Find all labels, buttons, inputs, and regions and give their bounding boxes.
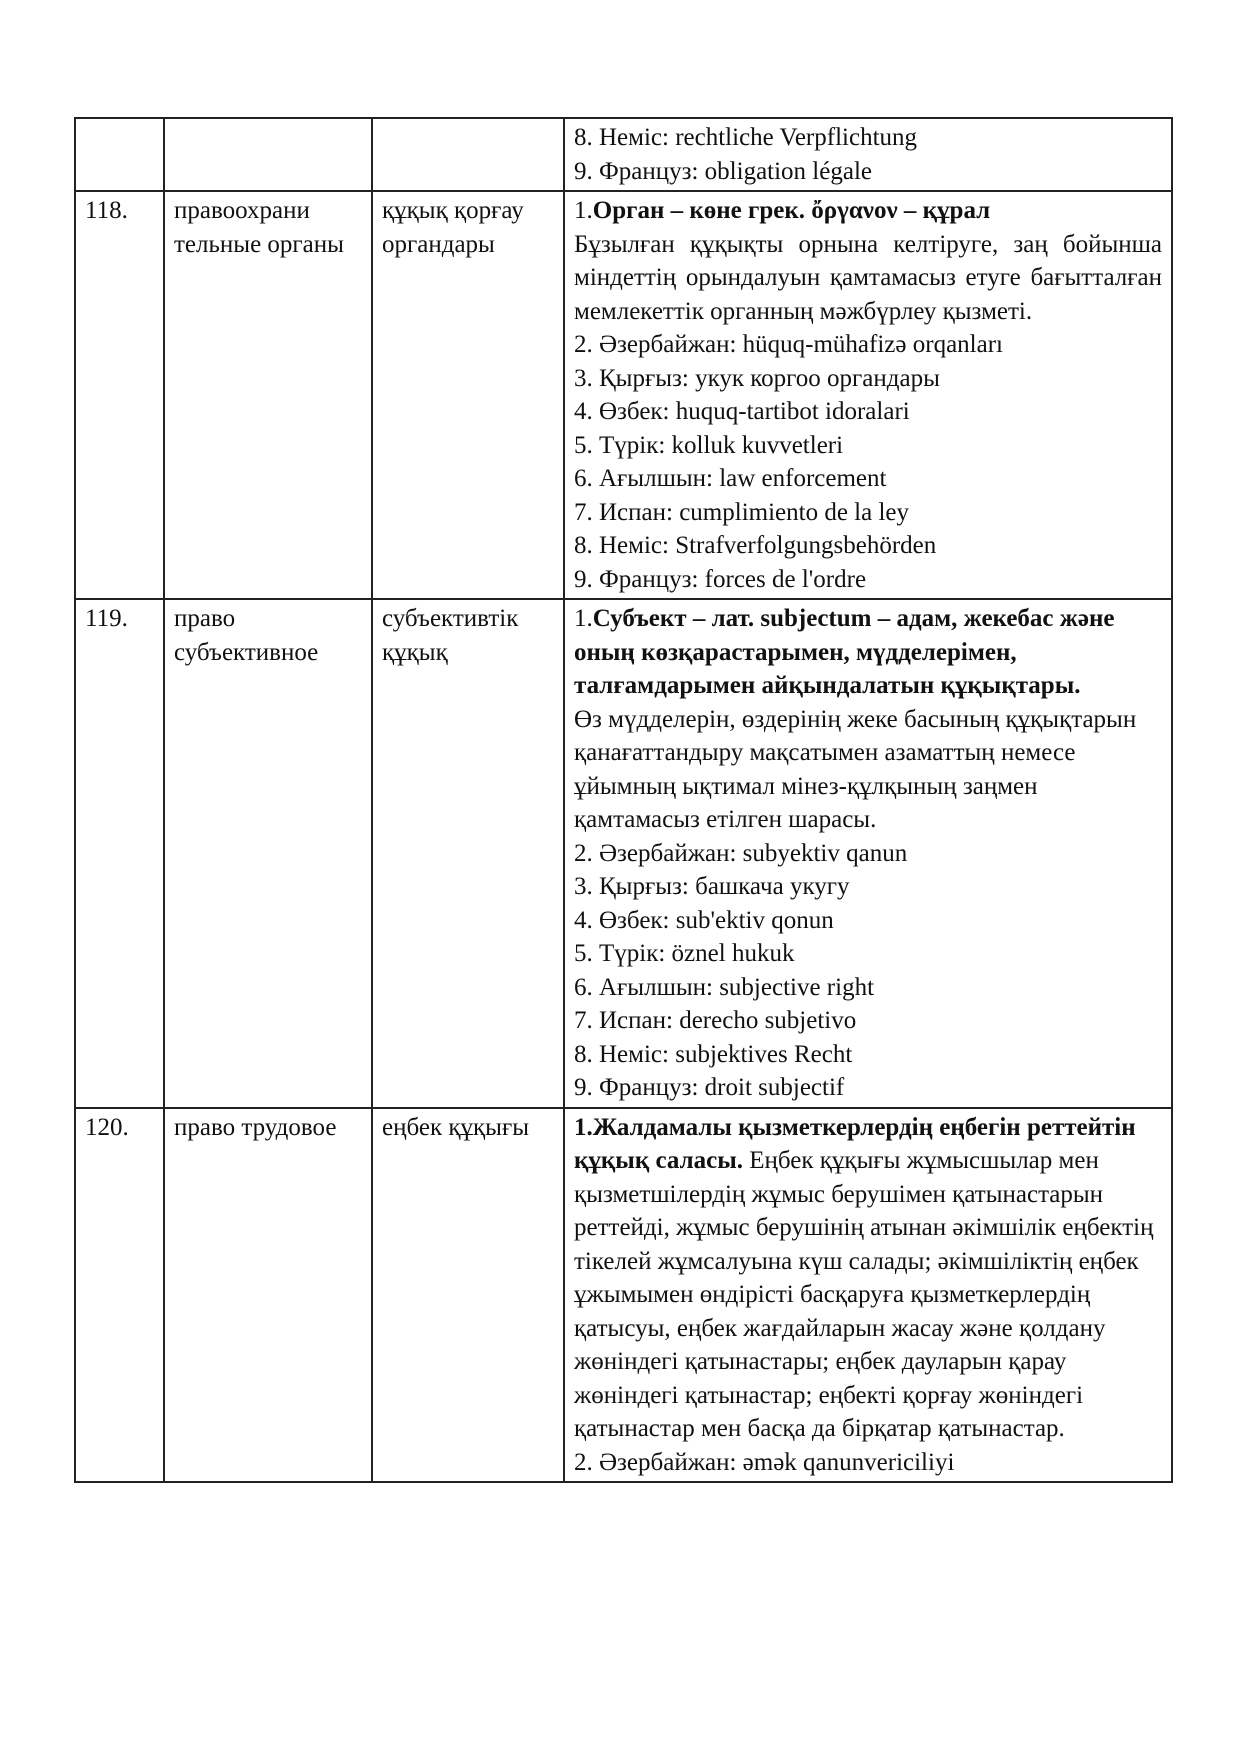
definition-body: Еңбек құқығы жұмысшылар мен қызметшілердің жұмыс берушімен қатынастарын реттейді, жұмыс берушінің атынан әкімшілік еңбектің тікелей жұмсалуына күш салады; әкімшіліктің еңбек ұжымымен өндірісті басқаруға қызметкерлердің қатысуы, еңбек жағдайларын жасау және қолдану жөніндегі қатынастары; еңбек дауларын қарау жөніндегі қатынастар; еңбекті қорғау жөніндегі қатынастар мен басқа да бірқатар қатынастар. xyxy=(574,1147,1154,1442)
term-definition xyxy=(564,1108,1172,1483)
term-definition xyxy=(564,191,1172,599)
translation-line: 7. Испан: derecho subjetivo xyxy=(574,1007,857,1034)
etymology-text: Орган – көне грек. ὄργανον – құрал xyxy=(592,197,991,224)
term-kazakh: құқық қорғау органдары xyxy=(372,191,564,599)
translation-line: 4. Өзбек: sub'ektiv qonun xyxy=(574,906,834,934)
translation-line: 3. Қырғыз: укук коргоо органдары xyxy=(574,364,940,392)
translation-line: 5. Түрік: kolluk kuvvetleri xyxy=(574,431,844,459)
translation-line: 8. Неміс: Strafverfolgungsbehörden xyxy=(574,532,937,559)
definition-paragraph xyxy=(574,1111,1162,1446)
translation-line: 5. Түрік: öznel hukuk xyxy=(574,940,795,967)
row-number: 120. xyxy=(75,1108,164,1483)
term-kazakh: субъективтік құқық xyxy=(372,599,564,1108)
table-row xyxy=(75,1108,1172,1483)
definition-heading: 1.Жалдамалы қызметкерлердің еңбегін реттейтін құқық саласы. xyxy=(574,1113,1136,1174)
translation-line: 2. Әзербайжан: əmək qanunvericiliyi xyxy=(574,1448,955,1476)
term-definition xyxy=(564,599,1172,1108)
translation-line: 9. Француз: droit subjectif xyxy=(574,1074,845,1101)
definition-body: Бұзылған құқықты орнына келтіруге, заң бойынша міндеттің орындалуын қамтамасыз етуге бағытталған мемлекеттік органның мәжбүрлеу қызметі. xyxy=(574,230,1162,325)
term-definition xyxy=(564,118,1172,191)
term-russian: правоохрани тельные органы xyxy=(164,191,372,599)
row-number xyxy=(75,118,164,191)
term-kazakh xyxy=(372,118,564,191)
etymology-text: Субъект – лат. subjectum – адам, жекебас және оның көзқарастарымен, мүдделерімен, талғамдарымен айқындалатын құқықтары. xyxy=(574,605,1115,699)
translation-line: 9. Француз: obligation légale xyxy=(574,157,872,185)
translation-line: 2. Әзербайжан: hüquq-mühafizə orqanları xyxy=(574,331,1003,358)
translation-line: 3. Қырғыз: башкача укугу xyxy=(574,873,850,900)
table-row xyxy=(75,118,1172,191)
translation-line: 6. Ағылшын: law enforcement xyxy=(574,465,887,492)
glossary-table xyxy=(74,117,1173,1483)
definition-body: Өз мүдделерін, өздерінің жеке басының құқықтарын қанағаттандыру мақсатымен азаматтың немесе ұйымның ықтимал мінез-құлқының заңмен қамтамасыз етілген шарасы. xyxy=(574,705,1137,833)
translation-line: 2. Әзербайжан: subyektiv qanun xyxy=(574,839,908,867)
heading-number: 1. xyxy=(574,197,593,224)
term-russian: право субъективное xyxy=(164,599,372,1108)
term-kazakh: еңбек құқығы xyxy=(372,1108,564,1483)
translation-line: 7. Испан: cumplimiento de la ley xyxy=(574,498,909,526)
definition-heading xyxy=(574,194,1162,228)
translation-line: 8. Неміс: subjektives Recht xyxy=(574,1040,853,1068)
table-row xyxy=(75,191,1172,599)
translation-line: 4. Өзбек: huquq-tartibot idoralari xyxy=(574,398,910,425)
row-number: 118. xyxy=(75,191,164,599)
translation-line: 6. Ағылшын: subjective right xyxy=(574,973,875,1001)
translation-line: 9. Француз: forces de l'ordre xyxy=(574,565,867,593)
term-russian xyxy=(164,118,372,191)
term-russian: право трудовое xyxy=(164,1108,372,1483)
translation-line: 8. Неміс: rechtliche Verpflichtung xyxy=(574,124,918,151)
row-number: 119. xyxy=(75,599,164,1108)
table-row xyxy=(75,599,1172,1108)
definition-heading xyxy=(574,602,1162,703)
heading-number: 1. xyxy=(574,605,593,632)
